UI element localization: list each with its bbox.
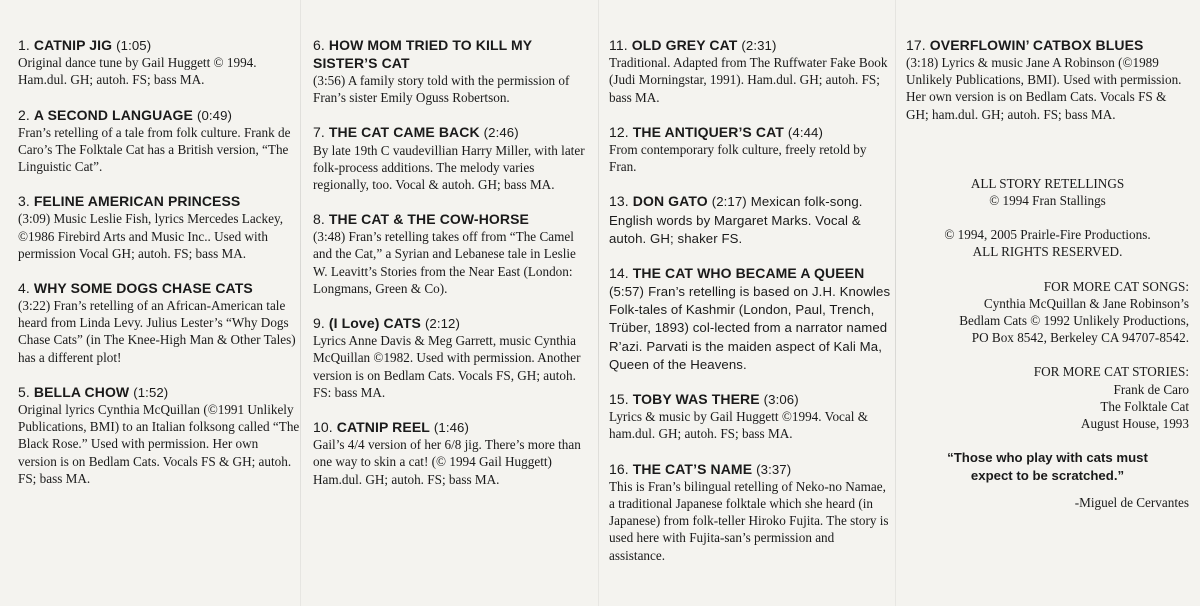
story-rights <box>906 175 1189 209</box>
track-notes: A family story told with the permission of Fran’s sister Emily Oguss Robertson. <box>313 73 570 106</box>
track-time: (2:17) <box>711 194 747 210</box>
track-number: 15. <box>609 391 629 408</box>
track-time: (1:46) <box>433 420 469 436</box>
track-time: (2:31) <box>741 38 777 53</box>
track-time: (3:06) <box>763 392 799 408</box>
track-number: 7. <box>313 124 325 141</box>
track-14 <box>609 264 892 373</box>
stories-line: Frank de Caro <box>1113 381 1189 397</box>
track-12 <box>609 123 892 176</box>
track-time: (0:49) <box>196 107 233 123</box>
panel-1 <box>18 36 300 504</box>
track-9 <box>313 314 588 401</box>
panel-4 <box>906 36 1189 511</box>
track-number: 13. <box>609 193 629 210</box>
track-time: (2:12) <box>424 316 460 332</box>
track-number: 2. <box>18 106 30 123</box>
story-rights-line: © 1994 Fran Stallings <box>989 193 1106 209</box>
copyright-line: © 1994, 2005 Prairle-Fire Productions. <box>944 227 1151 243</box>
track-notes: Mexican folk-song. English words by Margaret Marks. Vocal & autoh. GH; shaker FS. <box>609 194 863 246</box>
track-notes: Lyrics & music by Gail Huggett ©1994. Vocal & ham.dul. GH; autoh. FS; bass MA. <box>609 409 868 442</box>
panel-fold <box>598 0 599 606</box>
track-number: 6. <box>313 37 325 53</box>
more-cat-stories <box>906 363 1189 432</box>
quote-line: expect to be scratched.” <box>970 468 1125 484</box>
track-time: (2:46) <box>483 125 519 141</box>
track-number: 3. <box>18 193 30 210</box>
track-time: (4:44) <box>787 124 823 140</box>
panel-2 <box>313 36 588 505</box>
track-title: BELLA CHOW <box>33 383 130 400</box>
track-17 <box>906 36 1189 123</box>
track-title: OLD GREY CAT <box>631 37 738 53</box>
track-notes: (3:48) Fran’s retelling takes off from “The Camel and the Cat,” a Syrian and Lebanese tale in Leslie W. Leavitt’s Stories from the Near East (London: Longmans, Green & Co). <box>313 229 576 296</box>
track-16 <box>609 460 892 564</box>
track-number: 12. <box>609 123 629 140</box>
track-notes: (3:18) Lyrics & music Jane A Robinson (©1989 Unlikely Publications, BMI). Used with permission. Her own version is on Bedlam Cats. Vocals FS & GH; ham.dul. GH; autoh. FS; bass MA. <box>906 55 1182 122</box>
track-title: OVERFLOWIN’ CATBOX BLUES <box>929 37 1144 53</box>
cervantes-quote <box>906 449 1189 485</box>
track-title: DON GATO <box>632 193 708 210</box>
more-cat-songs <box>906 278 1189 347</box>
stories-line: The Folktale Cat <box>1100 398 1189 414</box>
track-time: (1:52) <box>133 384 169 400</box>
track-title: THE CAT CAME BACK <box>328 124 480 141</box>
track-notes: Lyrics Anne Davis & Meg Garrett, music Cynthia McQuillan ©1982. Used with permission. Another version is on Bedlam Cats. Vocals FS, GH; autoh. FS: bass MA. <box>313 333 581 400</box>
track-number: 10. <box>313 419 333 436</box>
track-notes: By late 19th C vaudevillian Harry Miller, with later folk-process additions. The melody varies regionally, too. Vocal & autoh. GH; bass MA. <box>313 142 585 193</box>
track-number: 8. <box>313 211 325 228</box>
track-title: TOBY WAS THERE <box>632 391 760 408</box>
songs-line: Bedlam Cats © 1992 Unlikely Productions, <box>959 313 1189 329</box>
track-13 <box>609 192 892 247</box>
track-7 <box>313 123 588 193</box>
track-3 <box>18 192 300 262</box>
track-notes: Gail’s 4/4 version of her 6/8 jig. There’s more than one way to skin a cat! (© 1994 Gail Huggett) Ham.dul. GH; autoh. FS; bass MA. <box>313 437 581 487</box>
track-notes: This is Fran’s bilingual retelling of Neko-no Namae, a traditional Japanese folktale which she heard (in Japanese) from folk-teller Hiroko Fujita. The story is used here with Fujita-san’s permission and assistance. <box>609 478 889 563</box>
panel-3 <box>609 36 892 581</box>
track-number: 9. <box>313 315 325 332</box>
stories-heading: FOR MORE CAT STORIES: <box>1033 364 1189 380</box>
story-rights-line: ALL STORY RETELLINGS <box>970 175 1125 191</box>
songs-line: Cynthia McQuillan & Jane Robinson’s <box>983 295 1189 311</box>
quote-line: “Those who play with cats must <box>947 450 1148 466</box>
songs-line: PO Box 8542, Berkeley CA 94707-8542. <box>971 330 1189 346</box>
credits <box>906 175 1189 432</box>
track-time: (3:56) <box>313 73 346 88</box>
track-title: HOW MOM TRIED TO KILL MY SISTER’S CAT <box>313 37 532 71</box>
track-notes: Original dance tune by Gail Huggett © 1994. Ham.dul. GH; autoh. FS; bass MA. <box>18 55 257 88</box>
songs-heading: FOR MORE CAT SONGS: <box>1043 278 1189 294</box>
copyright-line: ALL RIGHTS RESERVED. <box>972 244 1123 260</box>
track-title: WHY SOME DOGS CHASE CATS <box>33 280 253 297</box>
track-5 <box>18 383 300 487</box>
track-number: 16. <box>609 460 629 477</box>
track-title: CATNIP JIG <box>33 37 113 53</box>
track-title: THE CAT & THE COW-HORSE <box>328 211 529 228</box>
track-notes: Traditional. Adapted from The Ruffwater Fake Book (Judi Morningstar, 1991). Ham.dul. GH; autoh. FS; bass MA. <box>609 55 888 105</box>
track-notes: From contemporary folk culture, freely retold by Fran. <box>609 142 867 175</box>
track-number: 11. <box>609 37 628 53</box>
track-notes: Fran’s retelling is based on J.H. Knowles Folk-tales of Kashmir (London, Paul, Trench, Trüber, 1893) col-lected from a narrator named R’azi. Parvati is the maiden aspect of Kali Ma, Queen of the Heavens. <box>609 284 891 372</box>
track-1 <box>18 36 300 89</box>
track-title: THE ANTIQUER’S CAT <box>632 123 784 140</box>
track-11 <box>609 36 892 106</box>
track-title: (I Love) CATS <box>328 315 421 332</box>
track-6 <box>313 36 588 106</box>
track-10 <box>313 418 588 488</box>
track-number: 5. <box>18 383 30 400</box>
track-title: CATNIP REEL <box>336 419 430 436</box>
copyright-notice <box>906 226 1189 260</box>
quote-attribution: -Miguel de Cervantes <box>1074 495 1189 511</box>
track-notes: (3:09) Music Leslie Fish, lyrics Mercedes Lackey, ©1986 Firebird Arts and Music Inc.. Used with permission Vocal GH; autoh. FS; bass MA. <box>18 211 284 261</box>
track-notes: (3:22) Fran’s retelling of an African-American tale heard from Linda Levy. Julius Lester’s “Why Dogs Chase Cats” (in The Knee-High Man & Other Tales) has a different plot! <box>18 298 296 365</box>
track-time: (1:05) <box>116 38 152 53</box>
track-notes: Fran’s retelling of a tale from folk culture. Frank de Caro’s The Folktale Cat has a British version, “The Linguistic Cat”. <box>18 124 291 175</box>
track-title: THE CAT WHO BECAME A QUEEN <box>632 265 865 282</box>
track-15 <box>609 390 892 443</box>
track-number: 14. <box>609 265 629 282</box>
panel-fold <box>895 0 896 606</box>
track-time: (3:37) <box>756 461 792 477</box>
track-title: A SECOND LANGUAGE <box>33 106 193 123</box>
track-8 <box>313 210 588 297</box>
panel-fold <box>300 0 301 606</box>
track-number: 4. <box>18 280 30 297</box>
track-title: THE CAT’S NAME <box>632 460 753 477</box>
stories-line: August House, 1993 <box>1080 416 1189 432</box>
track-number: 17. <box>906 37 926 53</box>
track-notes: Original lyrics Cynthia McQuillan (©1991 Unlikely Publications, BMI) to an Italian folksong called “The Black Rose.” Used with permission. Her own version is on Bedlam Cats. Vocals FS & GH; autoh. FS; bass MA. <box>18 402 300 486</box>
track-number: 1. <box>18 37 30 53</box>
track-title: FELINE AMERICAN PRINCESS <box>33 193 241 210</box>
track-time: (5:57) <box>609 284 645 300</box>
track-4 <box>18 279 300 366</box>
track-2 <box>18 106 300 176</box>
